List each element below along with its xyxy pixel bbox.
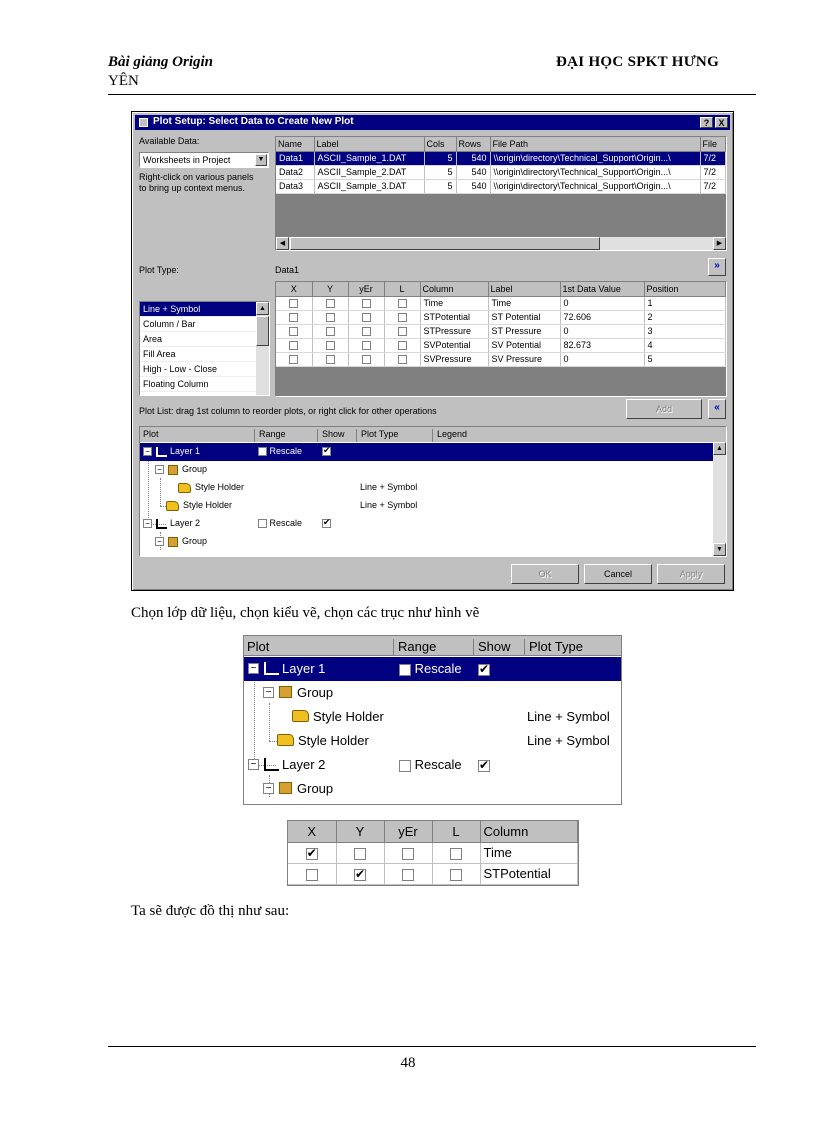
tree-row-group [244, 777, 621, 801]
cell-column: STPotential [420, 310, 488, 324]
yerr-checkbox[interactable] [362, 355, 371, 364]
rescale-label: Rescale [269, 518, 303, 528]
list-item[interactable]: Area [140, 332, 269, 347]
layer-icon [264, 758, 279, 771]
x-checkbox [306, 848, 318, 860]
y-checkbox[interactable] [326, 313, 335, 322]
group-icon [279, 686, 292, 698]
tree-row-layer-1 [244, 657, 621, 681]
tree-row-style-holder [244, 705, 621, 729]
style-holder-icon [277, 734, 294, 746]
cell-name: Data3 [276, 179, 314, 193]
table-row[interactable] [276, 151, 726, 165]
rescale-checkbox[interactable] [258, 447, 267, 456]
col-header-column[interactable]: Column [420, 282, 488, 296]
cell-position: 2 [644, 310, 726, 324]
group-icon [168, 465, 178, 475]
l-checkbox[interactable] [398, 355, 407, 364]
collapse-toggle-icon: − [263, 783, 274, 794]
header-rule [108, 94, 756, 95]
rescale-label: Rescale [414, 757, 462, 772]
cell-label: ASCII_Sample_2.DAT [314, 165, 424, 179]
style-holder-label: Style Holder [183, 500, 233, 510]
plot-list-scrollbar[interactable] [713, 442, 726, 556]
col-header-y[interactable]: Y [312, 282, 348, 296]
list-item[interactable]: Line + Symbol [140, 302, 269, 317]
collapse-toggle-icon[interactable]: − [155, 537, 164, 546]
plot-type-value: Line + Symbol [527, 709, 610, 724]
cell-label: ST Pressure [488, 324, 560, 338]
cell-column: Time [480, 842, 578, 863]
tree-header-show: Show [475, 639, 525, 655]
cell-cols: 5 [424, 179, 456, 193]
layer-icon [156, 519, 167, 529]
scroll-up-icon[interactable]: ▲ [713, 442, 726, 455]
col-header-x: X [288, 821, 336, 842]
collapse-toggle-icon[interactable]: − [143, 447, 152, 456]
style-holder-label: Style Holder [195, 482, 245, 492]
table-row[interactable] [276, 165, 726, 179]
header-course-title-cont: YÊN [108, 73, 139, 89]
l-checkbox [450, 869, 462, 881]
table-row[interactable] [276, 310, 726, 324]
y-checkbox[interactable] [326, 341, 335, 350]
col-header-cols[interactable]: Cols [424, 137, 456, 151]
list-item[interactable]: Fill Area [140, 347, 269, 362]
dialog-title: Plot Setup: Select Data to Create New Plot [153, 116, 354, 127]
cell-position: 4 [644, 338, 726, 352]
collapse-toggle-icon[interactable]: − [155, 465, 164, 474]
x-checkbox[interactable] [289, 299, 298, 308]
data-name-label: Data1 [275, 265, 300, 275]
show-checkbox [478, 760, 490, 772]
col-header-first-value[interactable]: 1st Data Value [560, 282, 644, 296]
tree-row-group[interactable] [140, 533, 726, 551]
zoomed-grid-header [288, 821, 578, 842]
group-icon [279, 782, 292, 794]
tree-header-legend[interactable]: Legend [437, 429, 468, 439]
zoomed-plot-tree [243, 635, 622, 805]
y-checkbox[interactable] [326, 355, 335, 364]
caption-result: Ta sẽ được đồ thị như sau: [131, 903, 290, 919]
col-header-l[interactable]: L [384, 282, 420, 296]
x-checkbox[interactable] [289, 341, 298, 350]
cell-path: \\origin\directory\Technical_Support\Origin...\ [490, 179, 700, 193]
tree-header-range: Range [395, 639, 474, 655]
yerr-checkbox[interactable] [362, 299, 371, 308]
col-header-rows[interactable]: Rows [456, 137, 490, 151]
layer-2-label: Layer 2 [282, 757, 326, 772]
cell-file: 7/2 [700, 151, 726, 165]
collapse-toggle-icon[interactable]: − [143, 519, 152, 528]
tree-row-style-holder [244, 729, 621, 753]
col-header-label[interactable]: Label [488, 282, 560, 296]
rescale-checkbox[interactable] [258, 519, 267, 528]
cell-file: 7/2 [700, 165, 726, 179]
tree-row-style-holder[interactable] [140, 497, 726, 515]
l-checkbox[interactable] [398, 341, 407, 350]
plot-type-value: Line + Symbol [527, 733, 610, 748]
cell-path: \\origin\directory\Technical_Support\Origin...\ [490, 151, 700, 165]
tree-header-range[interactable]: Range [256, 429, 318, 442]
x-checkbox[interactable] [289, 313, 298, 322]
col-header-file[interactable]: File [700, 137, 726, 151]
cell-position: 5 [644, 352, 726, 366]
cell-column: STPressure [420, 324, 488, 338]
cell-first-value: 72.606 [560, 310, 644, 324]
plot-list-hint: Plot List: drag 1st column to reorder plots, or right click for other operations [139, 406, 437, 416]
cell-label: SV Pressure [488, 352, 560, 366]
layer-icon [264, 662, 279, 675]
tree-row-group [244, 681, 621, 705]
layer-1-label: Layer 1 [282, 661, 326, 676]
plot-list-tree[interactable] [139, 426, 727, 557]
tree-header-plot-type: Plot Type [529, 639, 583, 654]
plot-type-value: Line + Symbol [360, 482, 418, 492]
scroll-thumb[interactable] [256, 316, 269, 346]
page-number: 48 [400, 1055, 416, 1071]
l-checkbox [450, 848, 462, 860]
y-checkbox [354, 848, 366, 860]
plot-setup-dialog [131, 111, 734, 591]
zoomed-tree-header [244, 636, 621, 656]
y-checkbox [354, 869, 366, 881]
cell-file: 7/2 [700, 179, 726, 193]
scroll-down-icon[interactable]: ▼ [713, 543, 726, 556]
tree-header-plot: Plot [244, 639, 394, 655]
group-label: Group [297, 781, 334, 796]
expand-down-button[interactable] [708, 258, 726, 276]
rescale-label: Rescale [269, 446, 303, 456]
zoomed-column-grid [287, 820, 579, 886]
layer-icon [156, 447, 167, 457]
rescale-checkbox [399, 664, 411, 676]
hint-line-1: Right-click on various panels [139, 172, 254, 182]
ok-button[interactable]: OK [511, 564, 579, 584]
add-button[interactable]: Add [626, 399, 702, 419]
yerr-checkbox [402, 869, 414, 881]
cell-column: SVPotential [420, 338, 488, 352]
help-button[interactable]: ? [700, 117, 713, 128]
group-label: Group [182, 464, 208, 474]
cancel-button[interactable]: Cancel [584, 564, 652, 584]
l-checkbox[interactable] [398, 313, 407, 322]
worksheet-grid[interactable] [275, 136, 727, 251]
cell-rows: 540 [456, 151, 490, 165]
cell-position: 3 [644, 324, 726, 338]
tree-header-show[interactable]: Show [319, 429, 357, 442]
available-data-value: Worksheets in Project [143, 155, 231, 165]
double-chevron-down-icon: » [714, 260, 720, 271]
worksheet-hscroll[interactable] [276, 237, 726, 250]
table-row[interactable] [276, 296, 726, 310]
table-row [288, 842, 578, 863]
col-header-path[interactable]: File Path [490, 137, 700, 151]
cell-column: STPotential [480, 863, 578, 884]
col-header-yer: yEr [384, 821, 432, 842]
tree-header-plot[interactable]: Plot [140, 429, 255, 442]
plot-type-list[interactable] [139, 301, 270, 396]
cell-label: ST Potential [488, 310, 560, 324]
close-button[interactable]: X [715, 117, 728, 128]
yerr-checkbox[interactable] [362, 313, 371, 322]
scroll-up-icon[interactable]: ▲ [256, 302, 269, 315]
table-row[interactable] [276, 324, 726, 338]
cell-label: SV Potential [488, 338, 560, 352]
y-checkbox[interactable] [326, 327, 335, 336]
l-checkbox[interactable] [398, 327, 407, 336]
apply-button[interactable]: Apply [657, 564, 725, 584]
app-icon [139, 118, 148, 127]
show-checkbox [478, 664, 490, 676]
cell-first-value: 0 [560, 296, 644, 310]
col-header-column: Column [480, 821, 578, 842]
y-checkbox[interactable] [326, 299, 335, 308]
l-checkbox[interactable] [398, 299, 407, 308]
hint-line-2: to bring up context menus. [139, 183, 246, 193]
list-item[interactable]: Column / Bar [140, 317, 269, 332]
rescale-label: Rescale [414, 661, 462, 676]
tree-header-plot-type[interactable]: Plot Type [358, 429, 433, 442]
tree-row-group[interactable] [140, 461, 726, 479]
col-header-position[interactable]: Position [644, 282, 726, 296]
group-icon [168, 537, 178, 547]
collapse-toggle-icon: − [248, 663, 259, 674]
x-checkbox[interactable] [289, 327, 298, 336]
style-holder-icon [166, 501, 179, 511]
cell-label: ASCII_Sample_1.DAT [314, 151, 424, 165]
x-checkbox [306, 869, 318, 881]
layer-2-label: Layer 2 [170, 518, 201, 528]
column-grid-header [276, 282, 726, 296]
scroll-right-icon[interactable]: ▶ [713, 237, 726, 250]
plot-list-header [140, 427, 726, 442]
cell-rows: 540 [456, 179, 490, 193]
list-item[interactable]: Floating Column [140, 377, 269, 392]
cell-label: ASCII_Sample_3.DAT [314, 179, 424, 193]
style-holder-icon [178, 483, 191, 493]
list-item[interactable]: High - Low - Close [140, 362, 269, 377]
style-holder-icon [292, 710, 309, 722]
yerr-checkbox [402, 848, 414, 860]
double-chevron-up-icon: « [714, 402, 720, 413]
col-header-label[interactable]: Label [314, 137, 424, 151]
plot-type-label: Plot Type: [139, 265, 179, 275]
col-header-yer[interactable]: yEr [348, 282, 384, 296]
tree-row-style-holder[interactable] [140, 479, 726, 497]
table-row[interactable] [276, 338, 726, 352]
cell-first-value: 82.673 [560, 338, 644, 352]
cell-first-value: 0 [560, 324, 644, 338]
worksheet-grid-header [276, 137, 726, 151]
header-course-title: Bài giảng Origin [108, 54, 214, 70]
available-data-label: Available Data: [139, 136, 200, 146]
footer-rule [108, 1046, 756, 1047]
cell-position: 1 [644, 296, 726, 310]
show-checkbox[interactable] [322, 447, 331, 456]
cell-first-value: 0 [560, 352, 644, 366]
tree-row-layer-2 [244, 753, 621, 777]
group-label: Group [182, 536, 208, 546]
available-data-select[interactable] [139, 152, 269, 168]
col-header-name[interactable]: Name [276, 137, 314, 151]
tree-row-layer-1[interactable] [140, 443, 726, 461]
style-holder-label: Style Holder [313, 709, 384, 724]
column-grid[interactable] [275, 281, 727, 397]
table-row [288, 863, 578, 884]
collapse-up-button[interactable] [708, 399, 726, 419]
style-holder-label: Style Holder [298, 733, 369, 748]
yerr-checkbox[interactable] [362, 341, 371, 350]
plot-type-scrollbar[interactable] [256, 302, 269, 395]
yerr-checkbox[interactable] [362, 327, 371, 336]
cell-column: SVPressure [420, 352, 488, 366]
cell-path: \\origin\directory\Technical_Support\Origin...\ [490, 165, 700, 179]
collapse-toggle-icon: − [248, 759, 259, 770]
col-header-y: Y [336, 821, 384, 842]
plot-type-value: Line + Symbol [360, 500, 418, 510]
rescale-checkbox [399, 760, 411, 772]
cell-cols: 5 [424, 151, 456, 165]
cell-cols: 5 [424, 165, 456, 179]
scroll-left-icon[interactable]: ◀ [276, 237, 289, 250]
x-checkbox[interactable] [289, 355, 298, 364]
chevron-down-icon[interactable]: ▼ [255, 154, 267, 166]
cell-name: Data2 [276, 165, 314, 179]
cell-label: Time [488, 296, 560, 310]
collapse-toggle-icon: − [263, 687, 274, 698]
table-row[interactable] [276, 352, 726, 366]
cell-name: Data1 [276, 151, 314, 165]
col-header-x[interactable]: X [276, 282, 312, 296]
group-label: Group [297, 685, 334, 700]
table-row[interactable] [276, 179, 726, 193]
scroll-thumb[interactable] [290, 237, 600, 250]
caption-instruction: Chọn lớp dữ liệu, chọn kiểu vẽ, chọn các trục như hình vẽ [131, 605, 480, 621]
dialog-titlebar [135, 115, 730, 130]
layer-1-label: Layer 1 [170, 446, 201, 456]
col-header-l: L [432, 821, 480, 842]
cell-column: Time [420, 296, 488, 310]
header-university: ĐẠI HỌC SPKT HƯNG [556, 54, 720, 70]
cell-rows: 540 [456, 165, 490, 179]
show-checkbox[interactable] [322, 519, 331, 528]
tree-row-layer-2[interactable] [140, 515, 726, 533]
